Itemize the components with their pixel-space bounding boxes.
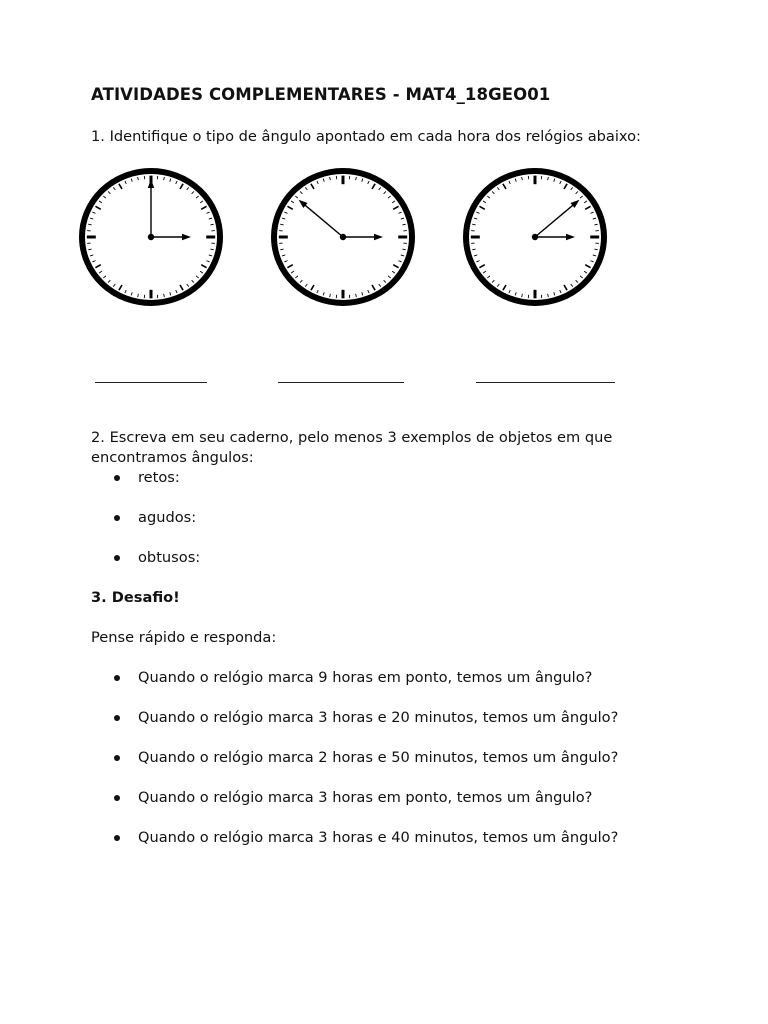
clock-center bbox=[340, 234, 346, 240]
page-title: ATIVIDADES COMPLEMENTARES - MAT4_18GEO01 bbox=[91, 85, 551, 104]
question-2-line-1: 2. Escreva em seu caderno, pelo menos 3 exemplos de objetos em que bbox=[91, 429, 613, 446]
list-item: Quando o relógio marca 3 horas e 20 minutos, temos um ângulo? bbox=[138, 709, 619, 726]
clock-1 bbox=[77, 166, 225, 308]
list-item-agudos: agudos: bbox=[138, 509, 197, 526]
answer-line-2[interactable] bbox=[278, 382, 404, 383]
clock-center bbox=[532, 234, 538, 240]
question-2-line-2: encontramos ângulos: bbox=[91, 449, 254, 466]
list-item-obtusos: obtusos: bbox=[138, 549, 201, 566]
bullet-dot bbox=[114, 795, 120, 801]
answer-line-1[interactable] bbox=[95, 382, 207, 383]
clock-3 bbox=[461, 166, 609, 308]
bullet-dot bbox=[114, 555, 120, 561]
bullet-dot bbox=[114, 755, 120, 761]
question-3-heading: 3. Desafio! bbox=[91, 589, 180, 606]
clock-2 bbox=[269, 166, 417, 308]
bullet-dot bbox=[114, 515, 120, 521]
bullet-dot bbox=[114, 835, 120, 841]
question-1-text: 1. Identifique o tipo de ângulo apontado em cada hora dos relógios abaixo: bbox=[91, 128, 641, 145]
bullet-dot bbox=[114, 675, 120, 681]
question-3-intro: Pense rápido e responda: bbox=[91, 629, 277, 646]
list-item: Quando o relógio marca 3 horas e 40 minutos, temos um ângulo? bbox=[138, 829, 619, 846]
bullet-dot bbox=[114, 715, 120, 721]
list-item: Quando o relógio marca 3 horas em ponto, temos um ângulo? bbox=[138, 789, 593, 806]
list-item: Quando o relógio marca 9 horas em ponto, temos um ângulo? bbox=[138, 669, 593, 686]
list-item: Quando o relógio marca 2 horas e 50 minutos, temos um ângulo? bbox=[138, 749, 619, 766]
bullet-dot bbox=[114, 475, 120, 481]
list-item-retos: retos: bbox=[138, 469, 180, 486]
clock-center bbox=[148, 234, 154, 240]
answer-line-3[interactable] bbox=[476, 382, 615, 383]
